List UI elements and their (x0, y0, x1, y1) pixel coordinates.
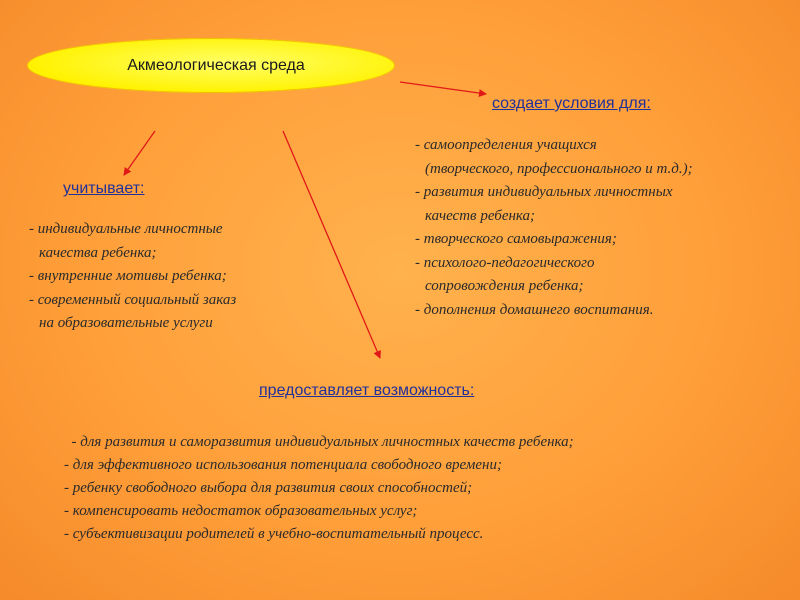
list-item: на образовательные услуги (39, 315, 213, 331)
list-item: качеств ребенка; (425, 207, 536, 224)
bottom-block-heading: предоставляет возможность: (259, 382, 475, 399)
list-item: - индивидуальные личностные (29, 221, 223, 237)
central-ellipse-label: Акмеологическая среда (127, 56, 305, 74)
list-item: - дополнения домашнего воспитания. (415, 301, 654, 318)
arrow-to-bottom-block (283, 131, 380, 358)
list-item: - субъективизации родителей в учебно-воспитательный процесс. (64, 526, 484, 542)
list-item: качества ребенка; (39, 244, 157, 261)
central-ellipse (27, 38, 395, 93)
list-item: - самоопределения учащихся (415, 137, 597, 153)
list-item: - творческого самовыражения; (415, 231, 617, 247)
list-item: - внутренние мотивы ребенка; (29, 268, 227, 284)
left-block-list (29, 218, 236, 336)
right-block-list (415, 134, 693, 322)
list-item: сопровождения ребенка; (425, 278, 584, 294)
bottom-block-list (64, 431, 574, 546)
arrow-to-right-block (400, 82, 486, 94)
list-item: - для развития и саморазвития индивидуальных личностных качеств ребенка; (64, 434, 574, 450)
list-item: - для эффективного использования потенциала свободного времени; (64, 457, 502, 473)
right-block-heading: создает условия для: (492, 95, 651, 112)
arrow-to-left-block (124, 131, 155, 175)
list-item: (творческого, профессионального и т.д.); (425, 160, 693, 177)
list-item: - психолого-педагогического (415, 254, 595, 271)
list-item: - ребенку свободного выбора для развития своих способностей; (64, 480, 473, 496)
list-item: - развития индивидуальных личностных (415, 184, 673, 200)
left-block-heading: учитывает: (63, 180, 145, 197)
list-item: - современный социальный заказ (29, 291, 237, 308)
list-item: - компенсировать недостаток образовательных услуг; (64, 503, 418, 519)
